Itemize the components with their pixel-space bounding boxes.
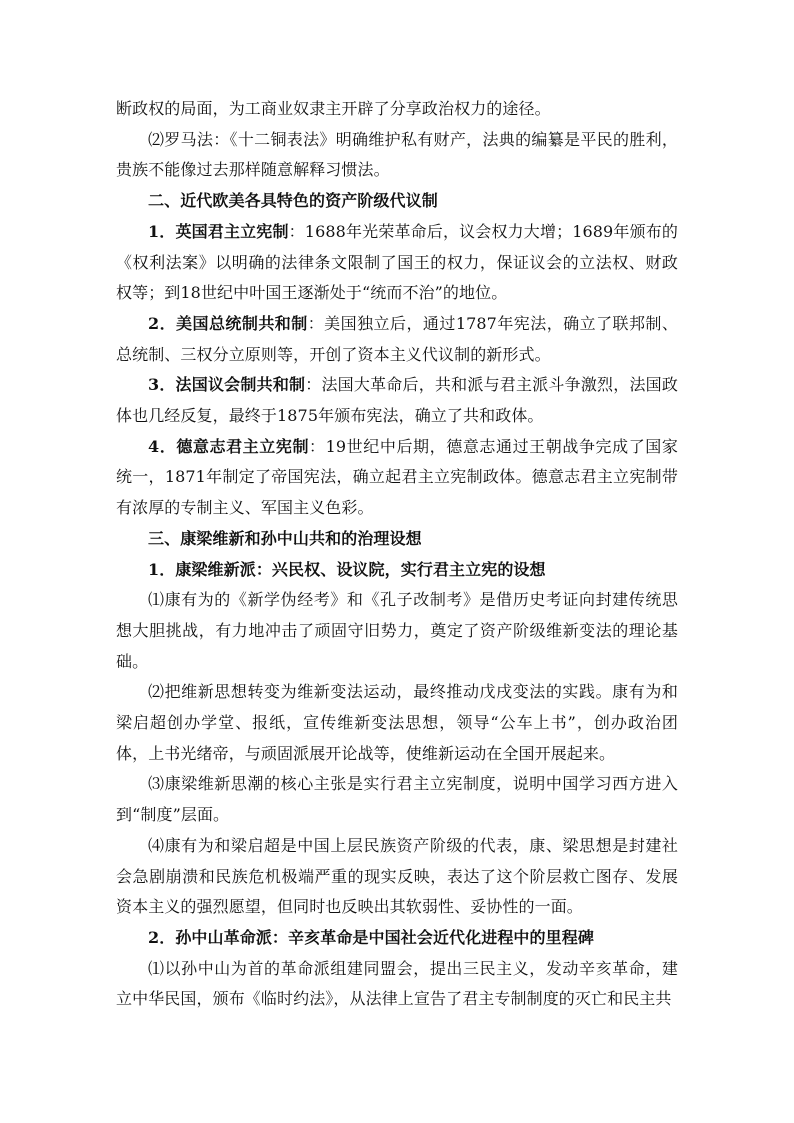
text-segment: ⑶康梁维新思潮的核心主张是实行君主立宪制度，说明中国学习西方进入到“制度”层面。 <box>116 774 678 825</box>
text-segment: 断政权的局面，为工商业奴隶主开辟了分享政治权力的途径。 <box>116 99 551 118</box>
bold-text-segment: 2．美国总统制共和制 <box>148 313 308 333</box>
paragraph <box>116 370 678 431</box>
paragraph <box>116 677 678 769</box>
paragraph <box>116 217 678 309</box>
paragraph <box>116 923 678 954</box>
text-segment: ：美国独立后，通过1787年宪法，确立了联邦制、总统制、三权分立原则等，开创了资本主义代议制的新形式。 <box>116 313 678 364</box>
bold-text-segment: 2．孙中山革命派：辛亥革命是中国社会近代化进程中的里程碑 <box>148 927 594 947</box>
paragraph <box>116 94 678 125</box>
bold-text-segment: 4．德意志君主立宪制 <box>148 436 310 456</box>
paragraph <box>116 555 678 586</box>
text-segment: ⑵罗马法：《十二铜表法》明确维护私有财产，法典的编纂是平民的胜利，贵族不能像过去那样随意解释习惯法。 <box>116 129 678 180</box>
bold-text-segment: 3．法国议会制共和制 <box>148 375 306 395</box>
bold-text-segment: 1．英国君主立宪制 <box>148 221 289 241</box>
text-segment: ：法国大革命后，共和派与君主派斗争激烈，法国政体也几经反复，最终于1875年颁布宪法，确立了共和政体。 <box>116 375 678 426</box>
text-segment: ⑷康有为和梁启超是中国上层民族资产阶级的代表，康、梁思想是封建社会急剧崩溃和民族危机极端严重的现实反映，表达了这个阶层救亡图存、发展资本主义的强烈愿望，但同时也反映出其软弱性、妥协性的一面。 <box>116 835 678 917</box>
text-segment: ⑵把维新思想转变为维新变法运动，最终推动戊戌变法的实践。康有为和梁启超创办学堂、报纸，宣传维新变法思想，领导“公车上书”，创办政治团体，上书光绪帝，与顽固派展开论战等，使维新运动在全国开展起来。 <box>116 682 678 763</box>
paragraph <box>116 309 678 370</box>
text-segment: ：19世纪中后期，德意志通过王朝战争完成了国家统一，1871年制定了帝国宪法，确立起君主立宪制政体。德意志君主立宪制带有浓厚的专制主义、军国主义色彩。 <box>116 436 678 518</box>
paragraph <box>116 524 678 555</box>
text-segment: ：1688年光荣革命后，议会权力大增；1689年颁布的《权利法案》以明确的法律条文限制了国王的权力，保证议会的立法权、财政权等；到18世纪中叶国王逐渐处于“统而不治”的地位。 <box>116 221 678 303</box>
paragraph <box>116 432 678 524</box>
paragraph <box>116 186 678 217</box>
bold-text-segment: 二、近代欧美各具特色的资产阶级代议制 <box>148 191 438 211</box>
paragraph <box>116 585 678 677</box>
document-body <box>116 94 678 1015</box>
paragraph <box>116 769 678 830</box>
text-segment: ⑴康有为的《新学伪经考》和《孔子改制考》是借历史考证向封建传统思想大胆挑战，有力地冲击了顽固守旧势力，奠定了资产阶级维新变法的理论基础。 <box>116 590 678 671</box>
paragraph <box>116 125 678 186</box>
text-segment: ⑴以孙中山为首的革命派组建同盟会，提出三民主义，发动辛亥革命，建立中华民国，颁布《临时约法》，从法律上宣告了君主专制制度的灭亡和民主共 <box>116 958 678 1009</box>
paragraph <box>116 831 678 923</box>
bold-text-segment: 1．康梁维新派：兴民权、设议院，实行君主立宪的设想 <box>148 559 546 579</box>
paragraph <box>116 954 678 1015</box>
bold-text-segment: 三、康梁维新和孙中山共和的治理设想 <box>148 528 422 548</box>
